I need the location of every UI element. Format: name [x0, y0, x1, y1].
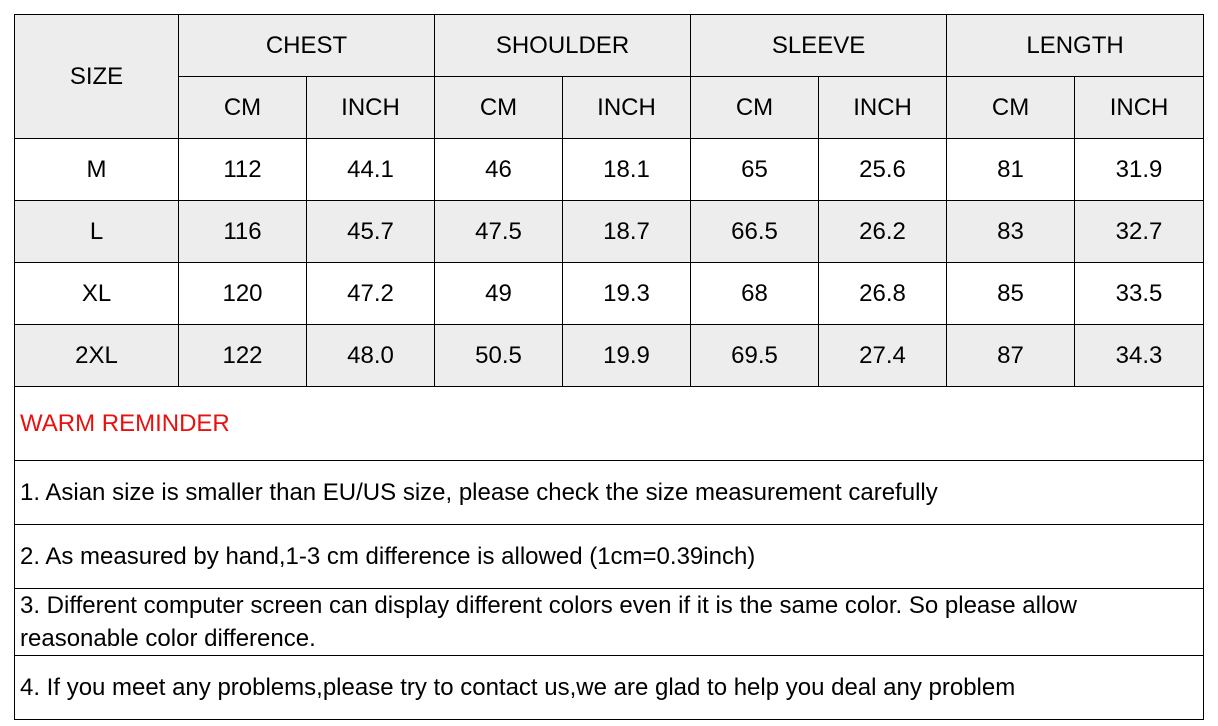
table-cell: 19.9: [563, 325, 691, 387]
table-cell: 47.2: [307, 263, 435, 325]
table-row: [15, 201, 1204, 263]
table-cell: 68: [691, 263, 819, 325]
table-cell: 120: [179, 263, 307, 325]
reminder-title: WARM REMINDER: [20, 410, 230, 437]
table-cell: 46: [435, 139, 563, 201]
unit-header: CM: [691, 77, 819, 139]
note-item: 4. If you meet any problems,please try to contact us,we are glad to help you deal any problem: [15, 656, 1204, 720]
table-row: [15, 263, 1204, 325]
table-cell: 50.5: [435, 325, 563, 387]
table-cell: 122: [179, 325, 307, 387]
table-cell: 34.3: [1075, 325, 1204, 387]
table-cell: 33.5: [1075, 263, 1204, 325]
note-row: [15, 461, 1204, 525]
table-cell: 25.6: [819, 139, 947, 201]
unit-header: CM: [179, 77, 307, 139]
unit-header: INCH: [563, 77, 691, 139]
table-cell: 66.5: [691, 201, 819, 263]
group-header-row: [15, 15, 1204, 77]
table-cell: 47.5: [435, 201, 563, 263]
sleeve-header: SLEEVE: [691, 15, 947, 77]
table-cell: 44.1: [307, 139, 435, 201]
table-cell: 87: [947, 325, 1075, 387]
note-row: [15, 656, 1204, 720]
table-cell: 81: [947, 139, 1075, 201]
table-cell: 19.3: [563, 263, 691, 325]
shoulder-header: SHOULDER: [435, 15, 691, 77]
note-item: 1. Asian size is smaller than EU/US size, please check the size measurement carefully: [15, 461, 1204, 525]
table-row: [15, 139, 1204, 201]
reminder-title-cell: [15, 387, 1204, 461]
table-cell: 26.2: [819, 201, 947, 263]
table-cell: 18.1: [563, 139, 691, 201]
size-cell: L: [15, 201, 179, 263]
note-item: 3. Different computer screen can display different colors even if it is the same color. So please allow reasonable color difference.: [15, 589, 1204, 656]
table-cell: 49: [435, 263, 563, 325]
table-cell: 26.8: [819, 263, 947, 325]
table-row: [15, 325, 1204, 387]
table-cell: 32.7: [1075, 201, 1204, 263]
length-header: LENGTH: [947, 15, 1204, 77]
table-cell: 18.7: [563, 201, 691, 263]
size-chart-table: [14, 14, 1204, 720]
table-cell: 31.9: [1075, 139, 1204, 201]
size-header: SIZE: [15, 15, 179, 139]
size-cell: 2XL: [15, 325, 179, 387]
table-cell: 112: [179, 139, 307, 201]
table-cell: 83: [947, 201, 1075, 263]
table-cell: 48.0: [307, 325, 435, 387]
table-cell: 65: [691, 139, 819, 201]
size-cell: M: [15, 139, 179, 201]
unit-header: CM: [435, 77, 563, 139]
unit-header: CM: [947, 77, 1075, 139]
table-cell: 85: [947, 263, 1075, 325]
table-cell: 116: [179, 201, 307, 263]
note-row: [15, 589, 1204, 656]
size-cell: XL: [15, 263, 179, 325]
note-row: [15, 525, 1204, 589]
unit-header-row: [15, 77, 1204, 139]
table-cell: 27.4: [819, 325, 947, 387]
unit-header: INCH: [307, 77, 435, 139]
note-item: 2. As measured by hand,1-3 cm difference is allowed (1cm=0.39inch): [15, 525, 1204, 589]
reminder-title-row: [15, 387, 1204, 461]
chest-header: CHEST: [179, 15, 435, 77]
unit-header: INCH: [819, 77, 947, 139]
table-cell: 69.5: [691, 325, 819, 387]
unit-header: INCH: [1075, 77, 1204, 139]
table-cell: 45.7: [307, 201, 435, 263]
